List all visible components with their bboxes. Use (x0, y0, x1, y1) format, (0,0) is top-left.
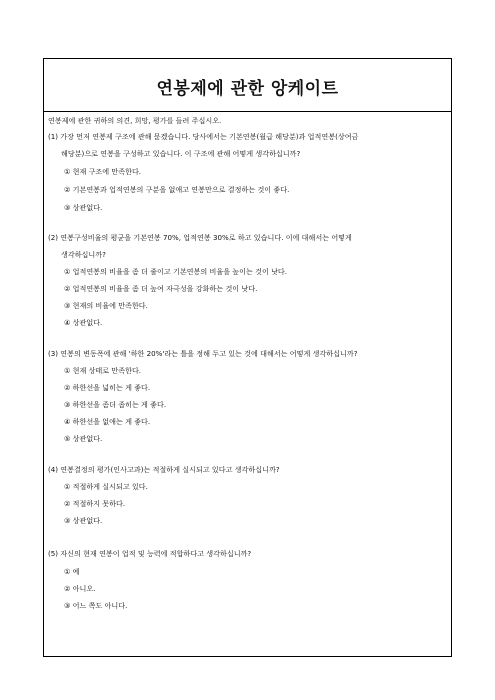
question-1-line-1: (1) 가장 먼저 연봉제 구조에 관해 묻겠습니다. 당사에서는 기본연봉(월급 해당분)과 업적연봉(상여금 (48, 132, 359, 141)
question-2-line-1: (2) 연봉구성비율의 평균을 기본연봉 70%, 업적연봉 30%로 하고 있습니다. 이에 대해서는 어떻게 (48, 233, 352, 242)
question-2-option-2: ② 업적연봉의 비율을 좀 더 높여 자극성을 강화하는 것이 낫다. (64, 284, 258, 293)
question-1-option-2: ② 기본연봉과 업적연봉의 구분을 없애고 연봉만으로 결정하는 것이 좋다. (64, 185, 290, 194)
survey-frame (43, 58, 452, 657)
intro-text: 연봉제에 관한 귀하의 의견, 희망, 평가를 들려 주십시오. (48, 116, 222, 125)
question-5-option-1: ① 예 (64, 567, 80, 576)
question-1-line-2: 해당분)으로 연봉을 구성하고 있습니다. 이 구조에 관해 어떻게 생각하십니까? (61, 149, 301, 158)
question-4-option-3: ③ 상관없다. (64, 516, 103, 525)
question-4-line-1: (4) 연봉결정의 평가(인사고과)는 적절하게 실시되고 있다고 생각하십니까? (48, 465, 280, 474)
question-3-option-3: ③ 하한선을 좀더 좁히는 게 좋다. (64, 400, 167, 409)
title-box (44, 59, 451, 112)
question-3-option-2: ② 하한선을 넓히는 게 좋다. (64, 383, 151, 392)
question-1-option-1: ① 현재 구조에 만족한다. (64, 167, 142, 176)
question-2-line-2: 생각하십니까? (61, 250, 106, 259)
question-5-line-1: (5) 자신의 현재 연봉이 업적 및 능력에 적합하다고 생각하십니까? (48, 549, 252, 558)
question-3-option-4: ④ 하한선을 없애는 게 좋다. (64, 417, 151, 426)
question-5-option-3: ③ 어느 쪽도 아니다. (64, 601, 128, 610)
question-4-option-1: ① 적절하게 실시되고 있다. (64, 482, 148, 491)
question-2-option-3: ③ 현재의 비율에 만족한다. (64, 301, 148, 310)
question-1-option-3: ③ 상관없다. (64, 203, 103, 212)
question-5-option-2: ② 아니오. (64, 584, 96, 593)
question-2-option-4: ④ 상관없다. (64, 318, 103, 327)
question-3-option-1: ① 현재 상태로 만족한다. (64, 366, 142, 375)
question-3-option-5: ⑤ 상관없다. (64, 434, 103, 443)
question-3-line-1: (3) 연봉의 변동폭에 관해 '하한 20%'라는 틀을 정해 두고 있는 것에 대해서는 어떻게 생각하십니까? (48, 349, 358, 358)
document-title: 연봉제에 관한 앙케이트 (156, 78, 339, 99)
question-4-option-2: ② 적절하지 못하다. (64, 499, 126, 508)
question-2-option-1: ① 업적연봉의 비율을 좀 더 줄이고 기본연봉의 비율을 높이는 것이 낫다. (64, 267, 288, 276)
